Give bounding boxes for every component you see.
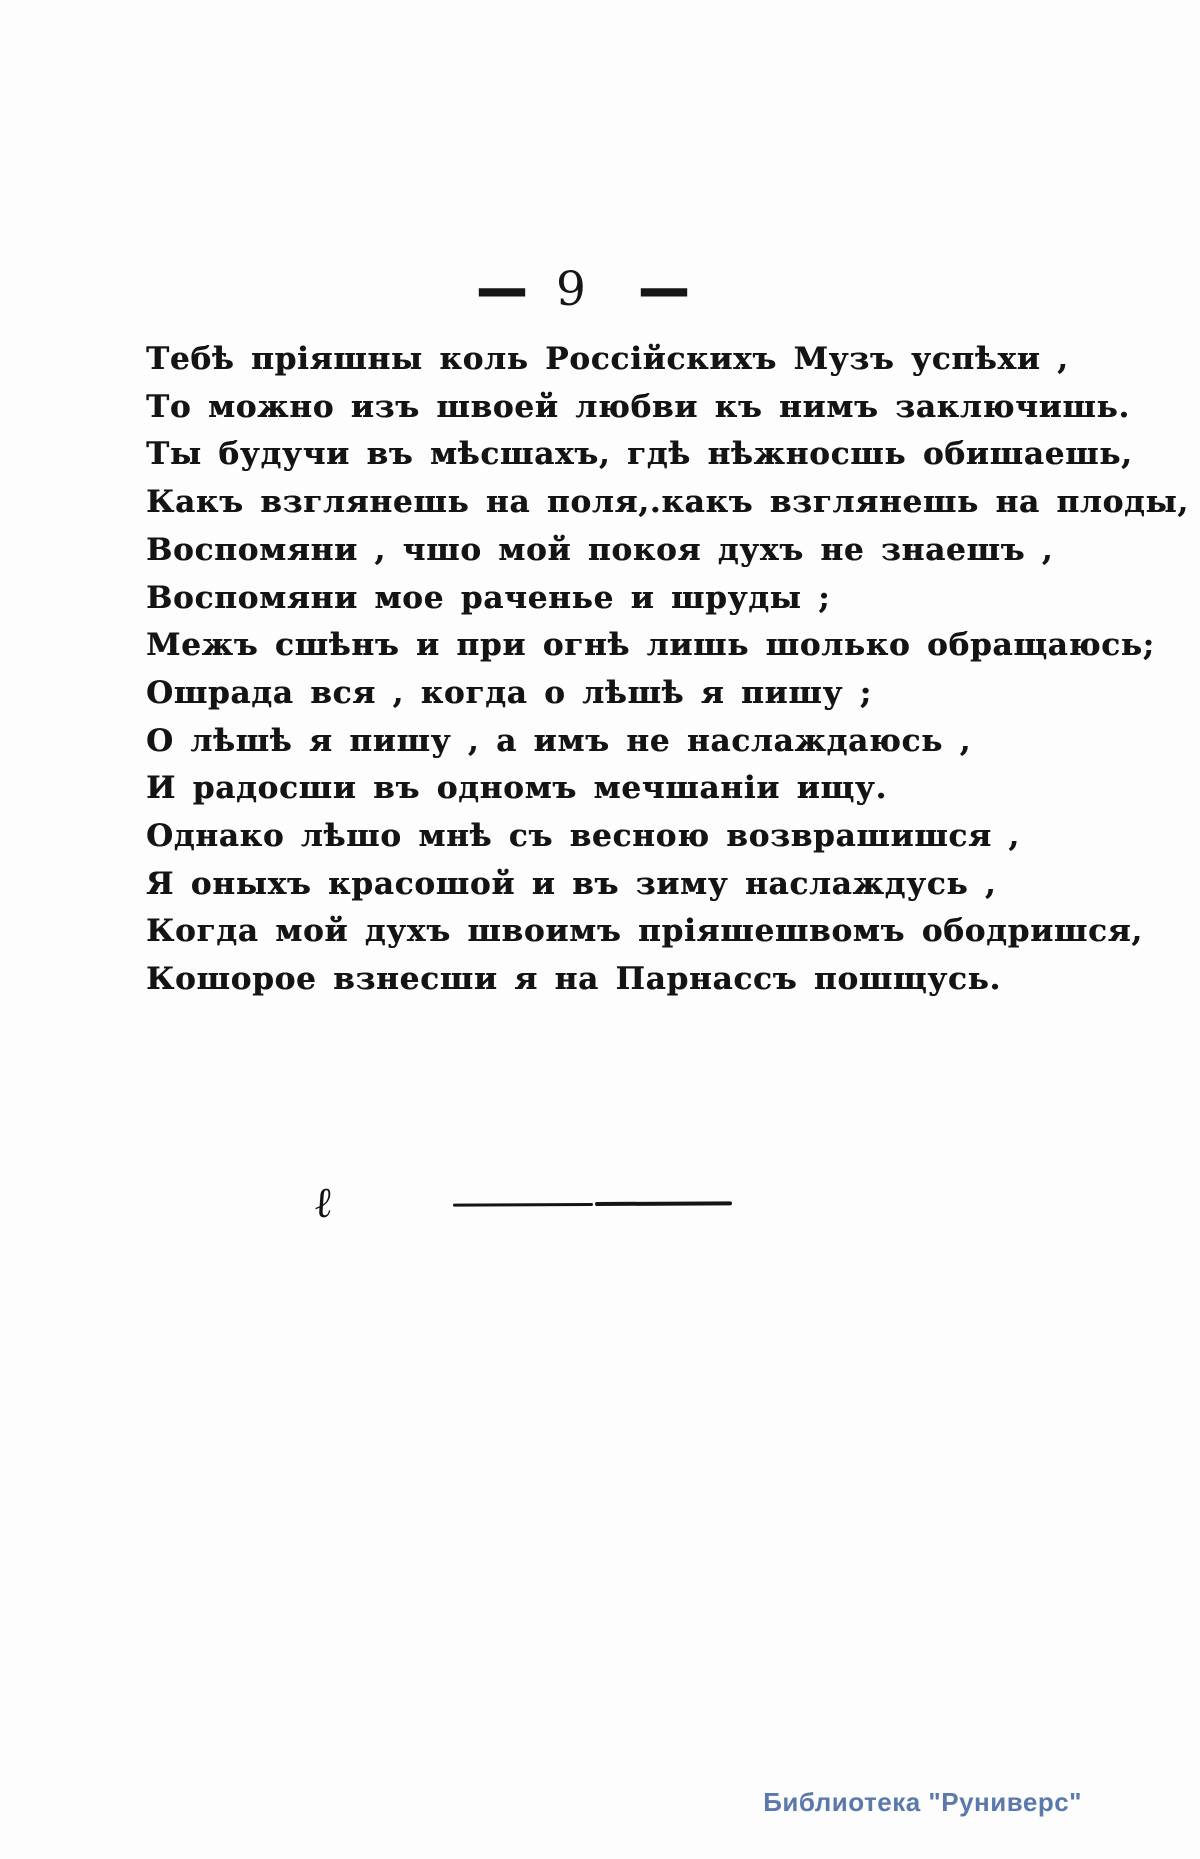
poem-line: Воспомяни мое раченье и шруды ; — [146, 579, 831, 616]
library-watermark: Библиотека "Руниверс" — [763, 1787, 1082, 1817]
stray-ink-mark: ℓ — [311, 1177, 334, 1228]
poem-line: Когда мой духъ швоимъ пріяшешвомъ ободришся, — [146, 913, 1143, 950]
poem-line: Тебѣ пріяшны коль Россійскихъ Музъ успѣхи , — [146, 341, 1069, 377]
poem-line: Ошрада вся , когда о лѣшѣ я пишу ; — [146, 674, 872, 711]
section-divider-rule — [453, 1201, 732, 1207]
poem-line: И радосши въ одномъ мечшаніи ищу. — [146, 770, 888, 807]
poem-line: Воспомяни , чшо мой покоя духъ не знаешъ , — [146, 531, 1054, 568]
poem-line: Кошорое взнесши я на Парнассъ пошщусь. — [146, 961, 1002, 998]
page-number: 9 — [556, 262, 586, 317]
poem-line: То можно изъ швоей любви къ нимъ заключишь. — [146, 388, 1130, 425]
divider-segment — [595, 1201, 732, 1206]
page-number-dash-right: — — [637, 246, 688, 329]
poem-line: Межъ сшѣнъ и при огнѣ лишь шолько обращаюсь; — [146, 627, 1155, 664]
divider-segment — [453, 1203, 593, 1207]
poem-line: Я оныхъ красошой и въ зиму наслаждусь , — [146, 865, 997, 902]
poem-line: Ты будучи въ мѣсшахъ, гдѣ нѣжносшь обишаешь, — [146, 436, 1133, 473]
page-header — [0, 246, 1182, 329]
page-number-dash-left: — — [476, 246, 527, 329]
poem-line: Однако лѣшо мнѣ съ весною возврашишся , — [146, 818, 1020, 855]
poem-line: Какъ взглянешь на поля,.какъ взглянешь на плоды, — [146, 484, 1189, 521]
poem-text-block — [146, 336, 1189, 1004]
poem-line: О лѣшѣ я пишу , а имъ не наслаждаюсь , — [146, 722, 972, 759]
